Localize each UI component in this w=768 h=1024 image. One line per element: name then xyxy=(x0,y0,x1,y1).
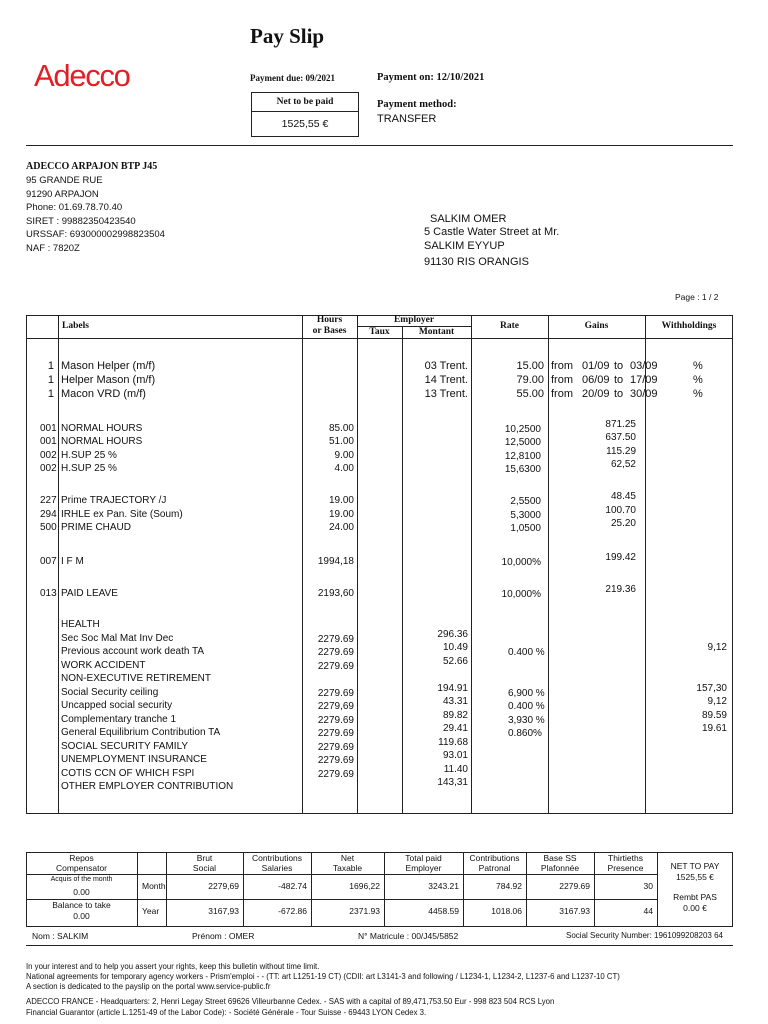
employer-line: SIRET : 99882350423540 xyxy=(26,215,136,227)
payment-on: Payment on: 12/10/2021 xyxy=(377,72,485,83)
row-label: Prime TRAJECTORY /J xyxy=(61,495,167,506)
contribution-label: HEALTH xyxy=(61,619,100,630)
mission-pct: % xyxy=(693,374,703,386)
contribution-base: 2279.69 xyxy=(317,647,354,658)
col-labels: Labels xyxy=(62,321,89,331)
contribution-base: 2279.69 xyxy=(317,687,354,699)
contribution-base: 2279.69 xyxy=(317,741,354,753)
mission-count: 1 xyxy=(47,388,54,400)
contribution-rate: 0.400 % xyxy=(508,647,545,658)
net-taxable-year: 2371.93 xyxy=(349,906,380,916)
mission-to: to xyxy=(614,360,624,372)
row-label: NORMAL HOURS xyxy=(61,436,143,447)
mission-label: Mason Helper (m/f) xyxy=(61,360,156,372)
contribution-label: WORK ACCIDENT xyxy=(61,659,146,671)
net-to-pay-value: 1525,55 € xyxy=(676,872,714,882)
contributions-salaries-year: -672.86 xyxy=(278,906,307,916)
row-label: IRHLE ex Pan. Site (Soum) xyxy=(61,509,183,520)
employee-line: SALKIM OMER xyxy=(430,213,507,225)
total-paid-employer-month: 3243.21 xyxy=(428,881,459,891)
row-code: 002 xyxy=(40,450,57,461)
contribution-rate: 6,900 % xyxy=(508,687,545,699)
payment-method-label: Payment method: xyxy=(377,99,457,110)
row-gain: 25.20 xyxy=(610,518,636,529)
mission-from: from xyxy=(551,360,573,372)
row-base: 24.00 xyxy=(328,522,354,533)
mission-date-start: 06/09 xyxy=(582,374,610,386)
mission-date-start: 01/09 xyxy=(582,360,610,372)
contribution-label: Social Security ceiling xyxy=(61,686,159,698)
row-rate: 10,2500 xyxy=(504,424,541,435)
contributions-patronal-header-2: Patronal xyxy=(478,863,511,873)
contribution-montant: 43.31 xyxy=(442,696,468,707)
base-ss-month: 2279.69 xyxy=(559,881,590,891)
row-code: 294 xyxy=(40,509,57,520)
thirtieths-header-1: Thirtieths xyxy=(608,853,643,863)
row-code: 227 xyxy=(40,495,57,506)
contribution-montant: 194.91 xyxy=(437,682,468,694)
contribution-withholding: 19.61 xyxy=(701,723,727,734)
page-title: Pay Slip xyxy=(250,24,325,48)
col-bases: or Bases xyxy=(312,326,347,336)
row-rate: 5,3000 xyxy=(510,510,541,521)
row-label: PRIME CHAUD xyxy=(61,522,132,533)
row-rate: 10,000% xyxy=(501,589,541,600)
row-rate: 12,5000 xyxy=(504,437,541,448)
year-label: Year xyxy=(142,906,160,916)
mission-date-end: 17/09 xyxy=(630,374,658,386)
contributions-salaries-month: -482.74 xyxy=(278,881,307,891)
contribution-base: 2279.69 xyxy=(317,728,354,739)
contributions-patronal-month: 784.92 xyxy=(496,881,522,891)
row-gain: 637.50 xyxy=(605,432,636,443)
footer-company-line: Financial Guarantor (article L.1251-49 of the Labor Code): - Société Générale - Tour Suisse - 69443 LYON Cedex 3. xyxy=(26,1007,427,1017)
contribution-label: Complementary tranche 1 xyxy=(61,713,177,725)
row-rate: 10,000% xyxy=(501,557,541,568)
contribution-label: OTHER EMPLOYER CONTRIBUTION xyxy=(61,781,234,792)
employer-line: Phone: 01.69.78.70.40 xyxy=(26,202,123,213)
row-base: 2193,60 xyxy=(317,588,354,599)
ident-prenom: Prénom : OMER xyxy=(192,931,255,941)
mission-pct: % xyxy=(693,388,703,400)
row-gain: 871.25 xyxy=(605,419,636,430)
mission-trent: 13 Trent. xyxy=(424,388,468,400)
contribution-montant: 89.82 xyxy=(442,709,468,721)
contribution-base: 2279,69 xyxy=(317,701,354,712)
contribution-montant: 119.68 xyxy=(438,736,468,748)
adecco-logo: Adecco xyxy=(34,58,130,93)
footer-company-line: ADECCO FRANCE - Headquarters: 2, Henri Legay Street 69626 Villeurbanne Cedex. - SAS with a capital of 89,471,753.50 Eur - 998 823 504 RCS Lyon xyxy=(26,997,555,1006)
contribution-label: Previous account work death TA xyxy=(61,646,205,657)
total-paid-employer-year: 4458.59 xyxy=(428,906,459,916)
row-rate: 15,6300 xyxy=(504,464,541,475)
contribution-rate: 0.400 % xyxy=(508,701,545,712)
mission-from: from xyxy=(551,374,573,386)
row-gain: 100.70 xyxy=(605,505,636,516)
net-taxable-header-2: Taxable xyxy=(332,863,363,873)
contribution-montant: 52.66 xyxy=(442,655,468,667)
mission-label: Helper Mason (m/f) xyxy=(61,374,156,386)
employer-line: NAF : 7820Z xyxy=(26,242,80,254)
row-label: NORMAL HOURS xyxy=(61,423,143,434)
row-base: 1994,18 xyxy=(317,556,354,567)
contribution-label: NON-EXECUTIVE RETIREMENT xyxy=(61,673,212,684)
ident-ssn: Social Security Number: 1961099208203 64 xyxy=(566,931,723,940)
header-divider xyxy=(26,145,733,146)
employee-line: 91130 RIS ORANGIS xyxy=(424,256,529,268)
total-paid-employer-header-2: Employer xyxy=(405,863,442,873)
employer-name: ADECCO ARPAJON BTP J45 xyxy=(26,161,158,172)
contribution-base: 2279.69 xyxy=(317,755,354,766)
footer-line: A section is dedicated to the payslip on the portal www.service-public.fr xyxy=(26,982,271,991)
contributions-patronal-header-1: Contributions xyxy=(469,853,520,863)
row-label: H.SUP 25 % xyxy=(61,463,117,474)
balance-label: Balance to take xyxy=(52,900,111,910)
contribution-montant: 11.40 xyxy=(443,763,468,775)
mission-to: to xyxy=(614,388,624,400)
contributions-patronal-year: 1018.06 xyxy=(491,906,522,916)
contribution-base: 2279.69 xyxy=(317,714,354,726)
contribution-rate: 3,930 % xyxy=(508,714,545,726)
mission-rate: 15.00 xyxy=(516,360,544,372)
contribution-montant: 10.49 xyxy=(442,642,468,653)
row-label: PAID LEAVE xyxy=(61,588,118,599)
net-to-be-paid-value: 1525,55 € xyxy=(281,118,329,130)
employer-line: URSSAF: 693000002998823504 xyxy=(26,229,165,240)
row-label: I F M xyxy=(61,556,84,567)
contribution-rate: 0.860% xyxy=(508,728,542,739)
total-paid-employer-header-1: Total paid xyxy=(405,853,442,863)
mission-date-start: 20/09 xyxy=(582,388,610,400)
acquis-value: 0.00 xyxy=(73,887,90,897)
mission-pct: % xyxy=(693,360,703,372)
thirtieths-header-2: Presence xyxy=(607,863,644,873)
contribution-montant: 296.36 xyxy=(437,628,468,640)
contribution-label: Sec Soc Mal Mat Inv Dec xyxy=(61,632,174,644)
row-code: 013 xyxy=(40,588,57,599)
mission-label: Macon VRD (m/f) xyxy=(61,388,146,400)
thirtieths-month: 30 xyxy=(643,881,653,891)
employer-line: 95 GRANDE RUE xyxy=(26,175,103,186)
row-rate: 2,5500 xyxy=(510,496,541,507)
row-rate: 1,0500 xyxy=(510,523,541,534)
brut-social-header-1: Brut xyxy=(196,853,213,863)
col-employer: Employer xyxy=(393,315,435,325)
brut-social-year: 3167,93 xyxy=(208,906,239,916)
net-to-be-paid-label: Net to be paid xyxy=(252,93,358,112)
row-code: 002 xyxy=(40,463,57,474)
contribution-base: 2279.69 xyxy=(317,660,354,672)
employee-line: SALKIM EYYUP xyxy=(424,240,505,252)
col-hours: Hours xyxy=(316,315,343,325)
mission-count: 1 xyxy=(47,374,54,386)
contribution-montant: 29.41 xyxy=(442,723,468,734)
contribution-montant: 143,31 xyxy=(437,777,468,788)
base-ss-header-1: Base SS xyxy=(543,853,577,863)
footer-line: National agreements for temporary agency workers - Prism'emploi - - (TT: art L1251-19 CT) (CDII: art L3141-3 and following / L1234-1, L1234-2, L1237-6 and L1237-10 CT) xyxy=(26,972,620,981)
contribution-label: SOCIAL SECURITY FAMILY xyxy=(61,740,189,752)
acquis-label: Acquis of the month xyxy=(50,876,113,883)
net-taxable-header-1: Net xyxy=(340,853,355,863)
ident-nom: Nom : SALKIM xyxy=(32,931,89,941)
month-label: Month xyxy=(142,881,166,891)
mission-count: 1 xyxy=(47,360,54,372)
row-base: 19.00 xyxy=(328,495,354,506)
contribution-base: 2279.69 xyxy=(317,768,354,780)
table-header-divider xyxy=(26,338,733,339)
thirtieths-year: 44 xyxy=(643,906,653,916)
contribution-withholding: 157,30 xyxy=(696,682,727,694)
row-code: 001 xyxy=(40,423,57,434)
row-gain: 219.36 xyxy=(605,584,636,595)
payment-method-value: TRANSFER xyxy=(377,113,437,125)
mission-rate: 55.00 xyxy=(516,388,544,400)
contribution-withholding: 9,12 xyxy=(707,696,727,707)
row-gain: 115.29 xyxy=(606,446,636,457)
brut-social-header-2: Social xyxy=(192,863,217,873)
contribution-withholding: 9,12 xyxy=(707,642,727,653)
row-base: 51.00 xyxy=(328,436,354,447)
row-code: 001 xyxy=(40,436,57,447)
repos-header: Repos Compensator xyxy=(55,853,108,873)
contribution-montant: 93.01 xyxy=(442,750,468,761)
row-gain: 48.45 xyxy=(610,491,636,502)
contributions-salaries-header-1: Contributions xyxy=(251,853,303,863)
mission-rate: 79.00 xyxy=(516,374,544,386)
col-taux: Taux xyxy=(369,327,390,337)
balance-value: 0.00 xyxy=(73,911,90,921)
footer-line: In your interest and to help you assert your rights, keep this bulletin without time limit. xyxy=(26,962,320,971)
mission-date-end: 30/09 xyxy=(630,388,658,400)
col-withholdings: Withholdings xyxy=(661,321,717,331)
row-gain: 62,52 xyxy=(610,459,636,470)
rembt-value: 0.00 € xyxy=(683,903,707,913)
contribution-label: UNEMPLOYMENT INSURANCE xyxy=(61,754,207,765)
row-base: 19.00 xyxy=(328,509,354,520)
contribution-withholding: 89.59 xyxy=(701,709,727,721)
row-label: H.SUP 25 % xyxy=(61,450,117,461)
mission-trent: 14 Trent. xyxy=(424,374,468,386)
mission-date-end: 03/09 xyxy=(630,360,658,372)
ident-matricule: N° Matricule : 00/J45/5852 xyxy=(358,931,459,941)
row-rate: 12,8100 xyxy=(504,451,541,462)
row-base: 85.00 xyxy=(328,423,354,434)
mission-trent: 03 Trent. xyxy=(424,360,468,372)
col-rate: Rate xyxy=(500,321,519,331)
contribution-label: COTIS CCN OF WHICH FSPI xyxy=(61,767,195,779)
mission-to: to xyxy=(614,374,624,386)
net-taxable-month: 1696,22 xyxy=(349,881,380,891)
net-to-pay-label: NET TO PAY xyxy=(670,861,720,871)
contribution-label: Uncapped social security xyxy=(61,700,173,711)
payment-due: Payment due: 09/2021 xyxy=(250,73,335,83)
brut-social-month: 2279,69 xyxy=(208,881,239,891)
row-base: 9.00 xyxy=(334,450,354,461)
col-montant: Montant xyxy=(418,327,455,337)
page-number: Page : 1 / 2 xyxy=(675,292,719,302)
contributions-salaries-header-2: Salaries xyxy=(261,863,293,873)
row-code: 500 xyxy=(40,522,57,533)
contribution-base: 2279.69 xyxy=(317,633,354,645)
mission-from: from xyxy=(551,388,573,400)
col-gains: Gains xyxy=(584,321,609,331)
contribution-label: General Equilibrium Contribution TA xyxy=(61,727,221,738)
base-ss-header-2: Plafonnée xyxy=(540,863,580,873)
row-code: 007 xyxy=(40,556,57,567)
base-ss-year: 3167.93 xyxy=(559,906,590,916)
rembt-label: Rembt PAS xyxy=(673,892,717,902)
row-gain: 199.42 xyxy=(605,552,636,563)
net-to-be-paid-box xyxy=(251,92,359,137)
employer-line: 91290 ARPAJON xyxy=(26,188,99,200)
row-base: 4.00 xyxy=(334,463,354,474)
employee-line: 5 Castle Water Street at Mr. xyxy=(424,226,560,238)
